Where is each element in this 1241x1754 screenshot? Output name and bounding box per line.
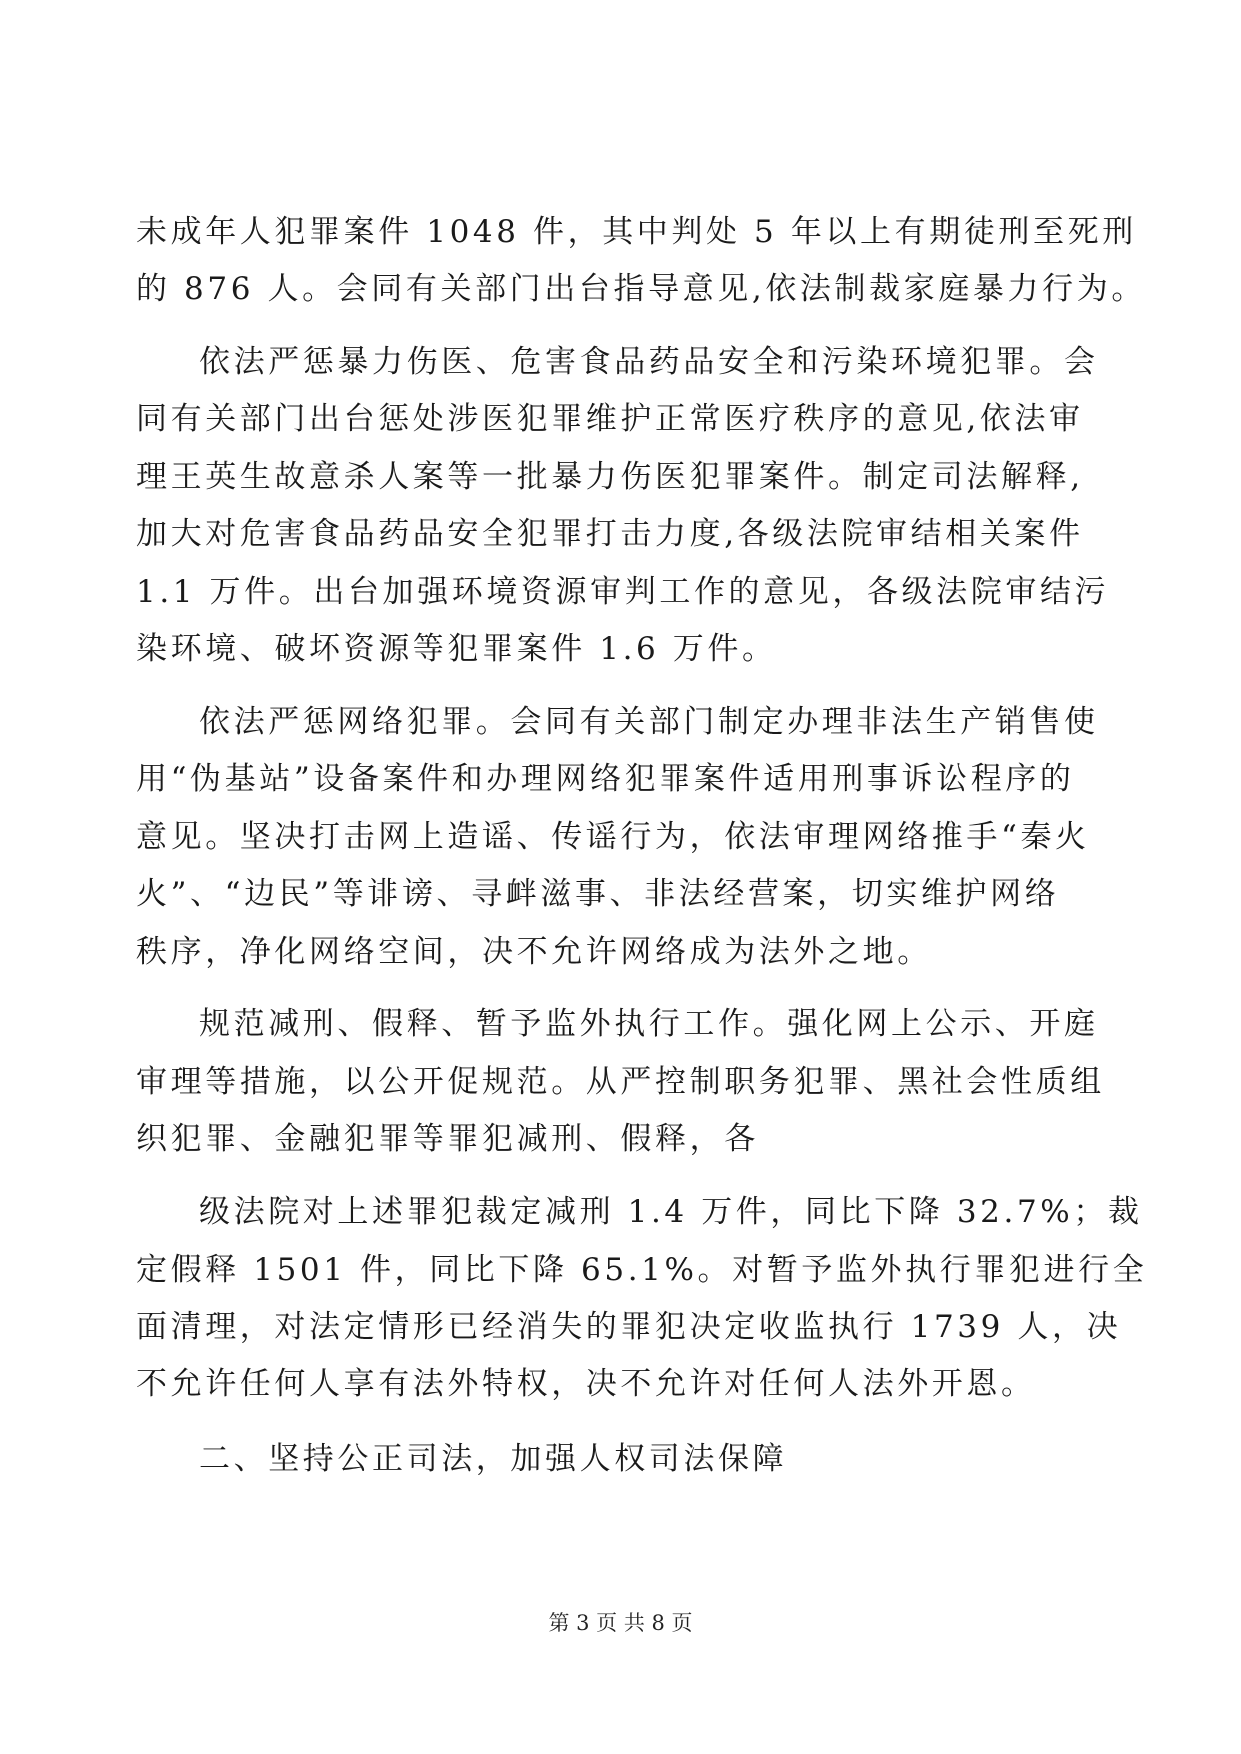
text-line: 的 876 人。会同有关部门出台指导意见,依法制裁家庭暴力行为。 [136,271,1146,307]
text-line: 理王英生故意杀人案等一批暴力伤医犯罪案件。制定司法解释, [136,459,1084,495]
paragraph-start-line: 级法院对上述罪犯裁定减刑 1.4 万件，同比下降 32.7%；裁 [199,1194,1143,1230]
text-line: 同有关部门出台惩处涉医犯罪维护正常医疗秩序的意见,依法审 [136,401,1084,437]
paragraph-start-line: 规范减刑、假释、暂予监外执行工作。强化网上公示、开庭 [199,1006,1099,1042]
text-line: 审理等措施，以公开促规范。从严控制职务犯罪、黑社会性质组 [136,1064,1105,1100]
text-line: 面清理，对法定情形已经消失的罪犯决定收监执行 1739 人，决 [136,1309,1122,1345]
text-line: 织犯罪、金融犯罪等罪犯减刑、假释，各 [136,1121,759,1157]
text-line: 加大对危害食品药品安全犯罪打击力度,各级法院审结相关案件 [136,516,1084,552]
text-line: 不允许任何人享有法外特权，决不允许对任何人法外开恩。 [136,1366,1036,1402]
text-line: 1.1 万件。出台加强环境资源审判工作的意见，各级法院审结污 [136,574,1110,610]
text-line: 火”、“边民”等诽谤、寻衅滋事、非法经营案，切实维护网络 [136,876,1060,912]
paragraph-start-line: 依法严惩网络犯罪。会同有关部门制定办理非法生产销售使 [199,704,1099,740]
text-line: 未成年人犯罪案件 1048 件，其中判处 5 年以上有期徒刑至死刑 [136,214,1137,250]
text-line: 用“伪基站”设备案件和办理网络犯罪案件适用刑事诉讼程序的 [136,761,1075,797]
text-line: 秩序，净化网络空间，决不允许网络成为法外之地。 [136,934,932,970]
section-heading: 二、坚持公正司法，加强人权司法保障 [199,1441,788,1477]
text-line: 染环境、破坏资源等犯罪案件 1.6 万件。 [136,631,777,667]
text-line: 意见。坚决打击网上造谣、传谣行为，依法审理网络推手“秦火 [136,819,1090,855]
page-number-footer: 第 3 页 共 8 页 [548,1611,693,1635]
text-line: 定假释 1501 件，同比下降 65.1%。对暂予监外执行罪犯进行全 [136,1252,1148,1288]
paragraph-start-line: 依法严惩暴力伤医、危害食品药品安全和污染环境犯罪。会 [199,344,1099,380]
